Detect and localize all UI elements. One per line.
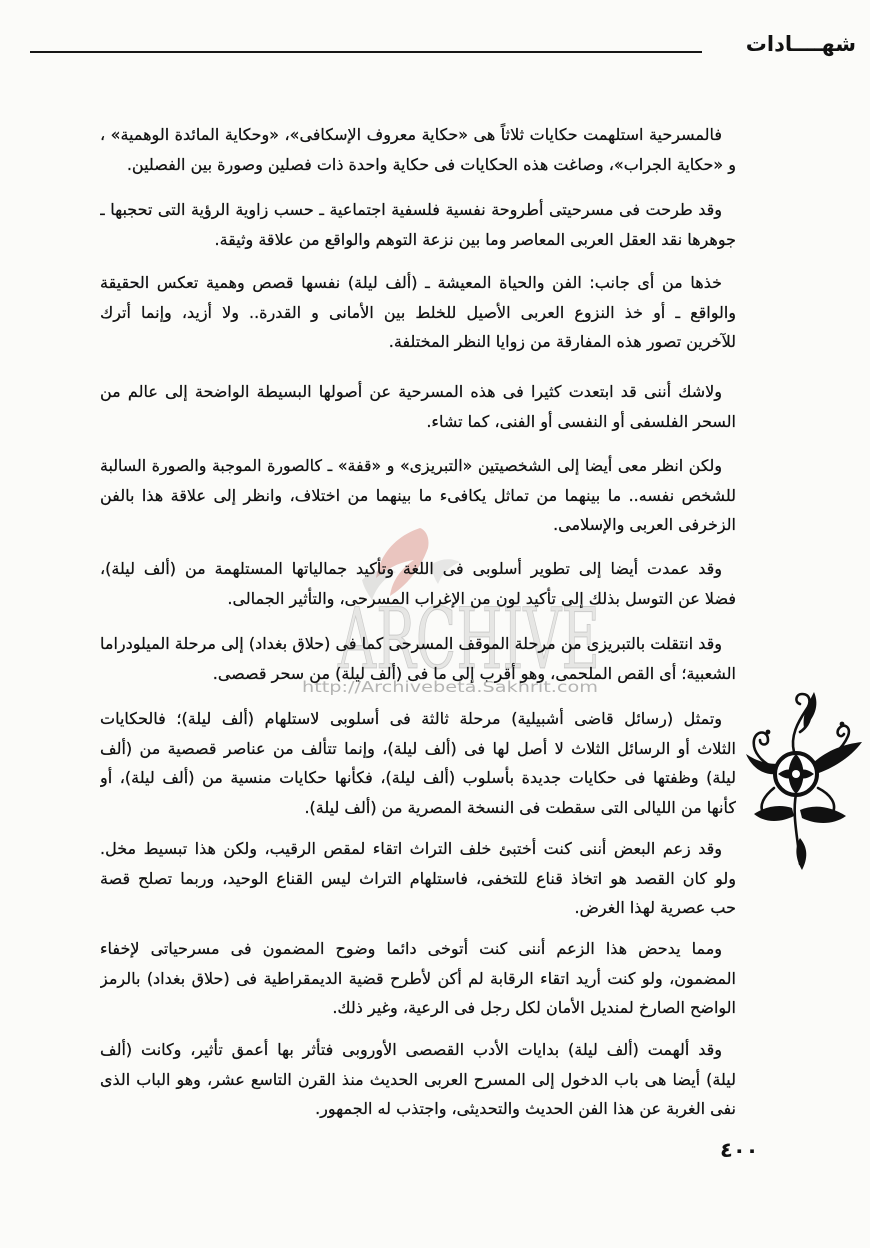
paragraph: [100, 451, 736, 540]
text-line: ومما يدحض هذا الزعم أننى كنت أتوخى دائما وضوح المضمون فى مسرحياتى لإخفاء: [100, 939, 722, 958]
text-line: وقد زعم البعض أننى كنت أختبئ خلف التراث اتقاء لمقص الرقيب، ولكن هذا تبسيط مخل.: [100, 839, 722, 858]
text-line: جوهرها نقد العقل العربى المعاصر وما بين نزعة التوهم والواقع من علاقة وثيقة.: [214, 229, 736, 249]
text-line: و «حكاية الجراب»، وصاغت هذه الحكايات فى حكاية واحدة ذات فصلين وصورة بين الفصلين.: [126, 154, 736, 174]
text-line: ولو كان القصد هو اتخاذ قناع للتخفى، فاستلهام التراث ليس القناع الوحيد، وربما تصلح قصة: [100, 868, 736, 888]
text-line: الزخرفى العربى والإسلامى.: [553, 515, 736, 534]
text-line: الثلاث أو الرسائل الثلاث لا أصل لها فى (ألف ليلة)، وإنما تتألف من عناصر قصصية من (ألف: [100, 738, 736, 758]
text-line: فضلا عن التوسل بذلك إلى تأكيد لون من الإغراب المسرحى، والتأثير الجمالى.: [227, 588, 736, 608]
text-line: للآخرين تصور هذه المفارقة من زوايا النظر المختلفة.: [388, 332, 736, 351]
page-number: ٤٠٠: [720, 1138, 759, 1162]
text-line: الشعبية؛ أى القص الملحمى، وهو أقرب إلى ما فى (ألف ليلة) من سحر قصصى.: [212, 663, 736, 683]
paragraph: [100, 1035, 736, 1124]
paragraph: [100, 195, 736, 254]
text-line: ولاشك أننى قد ابتعدت كثيرا فى هذه المسرحية عن أصولها البسيطة الواضحة إلى عالم من: [100, 382, 722, 401]
paragraph: [100, 629, 736, 688]
text-line: السحر الفلسفى أو النفسى أو الفنى، كما تشاء.: [426, 411, 736, 431]
text-line: حب عصرية لهذا الغرض.: [574, 898, 736, 917]
watermark-text: ARCHIVE: [337, 590, 600, 688]
text-line: خذها من أى جانب: الفن والحياة المعيشة ـ (ألف ليلة) نفسها قصص وهمية تعكس الحقيقة: [100, 273, 722, 292]
text-line: للشخص نفسه.. ما بينهما من تماثل يكافىء ما بينهما من اختلاف، وانظر إلى علاقة هذا بالفن: [100, 485, 736, 505]
text-line: وقد طرحت فى مسرحيتى أطروحة نفسية فلسفية اجتماعية ـ حسب زاوية الرؤية التى تحجبها ـ: [100, 200, 722, 219]
paragraph: [100, 834, 736, 923]
text-line: نفى الغربة عن هذا الفن الحديث والتحديثى، واجتذب له الجمهور.: [315, 1099, 736, 1118]
text-line: وتمثل (رسائل قاضى أشبيلية) مرحلة ثالثة فى أسلوبى لاستلهام (ألف ليلة)؛ فالحكايات: [100, 709, 722, 728]
text-line: وقد ألهمت (ألف ليلة) بدايات الأدب القصصى الأوروبى فتأثر بها أعمق تأثير، وكانت (ألف: [100, 1040, 722, 1059]
paragraph: [100, 120, 736, 179]
floral-arabesque-icon: [744, 688, 864, 873]
paragraph: [100, 377, 736, 436]
body-text: [100, 0, 736, 1248]
paragraph: [100, 554, 736, 613]
text-line: ليلة) وظفتها فى حكايات جديدة بأسلوب (ألف ليلة)، فكأنها حكايات منسية من (ألف ليلة)، أو: [100, 768, 736, 787]
text-line: المضمون، ولو كنت أريد اتقاء الرقابة لم أكن لأطرح قضية الديمقراطية فى (حلاق بغداد) بالرمز: [100, 968, 736, 988]
text-line: وقد عمدت أيضا إلى تطوير أسلوبى فى اللغة وتأكيد جمالياتها المستلهمة من (ألف ليلة)،: [100, 559, 722, 578]
running-header: شهــــادات: [745, 32, 856, 56]
paragraph: [100, 934, 736, 1023]
text-line: والواقع ـ أو خذ النزوع العربى الأصيل للخلط بين الأمانى و القدرة.. ولا أزيد، وإنما أترك: [100, 302, 736, 322]
paragraph: [100, 268, 736, 357]
text-line: ليلة) أيضا هى باب الدخول إلى المسرح العربى الحديث منذ القرن التاسع عشر، وهو الباب الذى: [100, 1069, 736, 1089]
text-line: وقد انتقلت بالتبريزى من مرحلة الموقف المسرحى كما فى (حلاق بغداد) إلى مرحلة الميلودراما: [100, 634, 722, 653]
paragraph: [100, 704, 736, 822]
text-line: فالمسرحية استلهمت حكايات ثلاثاً هى «حكاية معروف الإسكافى»، «وحكاية المائدة الوهمية» ،: [100, 125, 722, 144]
watermark-url: http://Archivebeta.Sakhrit.com: [302, 678, 598, 696]
text-line: كأنها من الليالى التى سقطت فى النسخة المصرية من (ألف ليلة).: [304, 797, 736, 817]
text-line: ولكن انظر معى أيضا إلى الشخصيتين «التبريزى» و «قفة» ـ كالصورة الموجبة والصورة السالبة: [100, 456, 722, 475]
text-line: الواضح الصارخ لمنديل الأمان لكل رجل فى الرعية، وغير ذلك.: [332, 998, 736, 1017]
